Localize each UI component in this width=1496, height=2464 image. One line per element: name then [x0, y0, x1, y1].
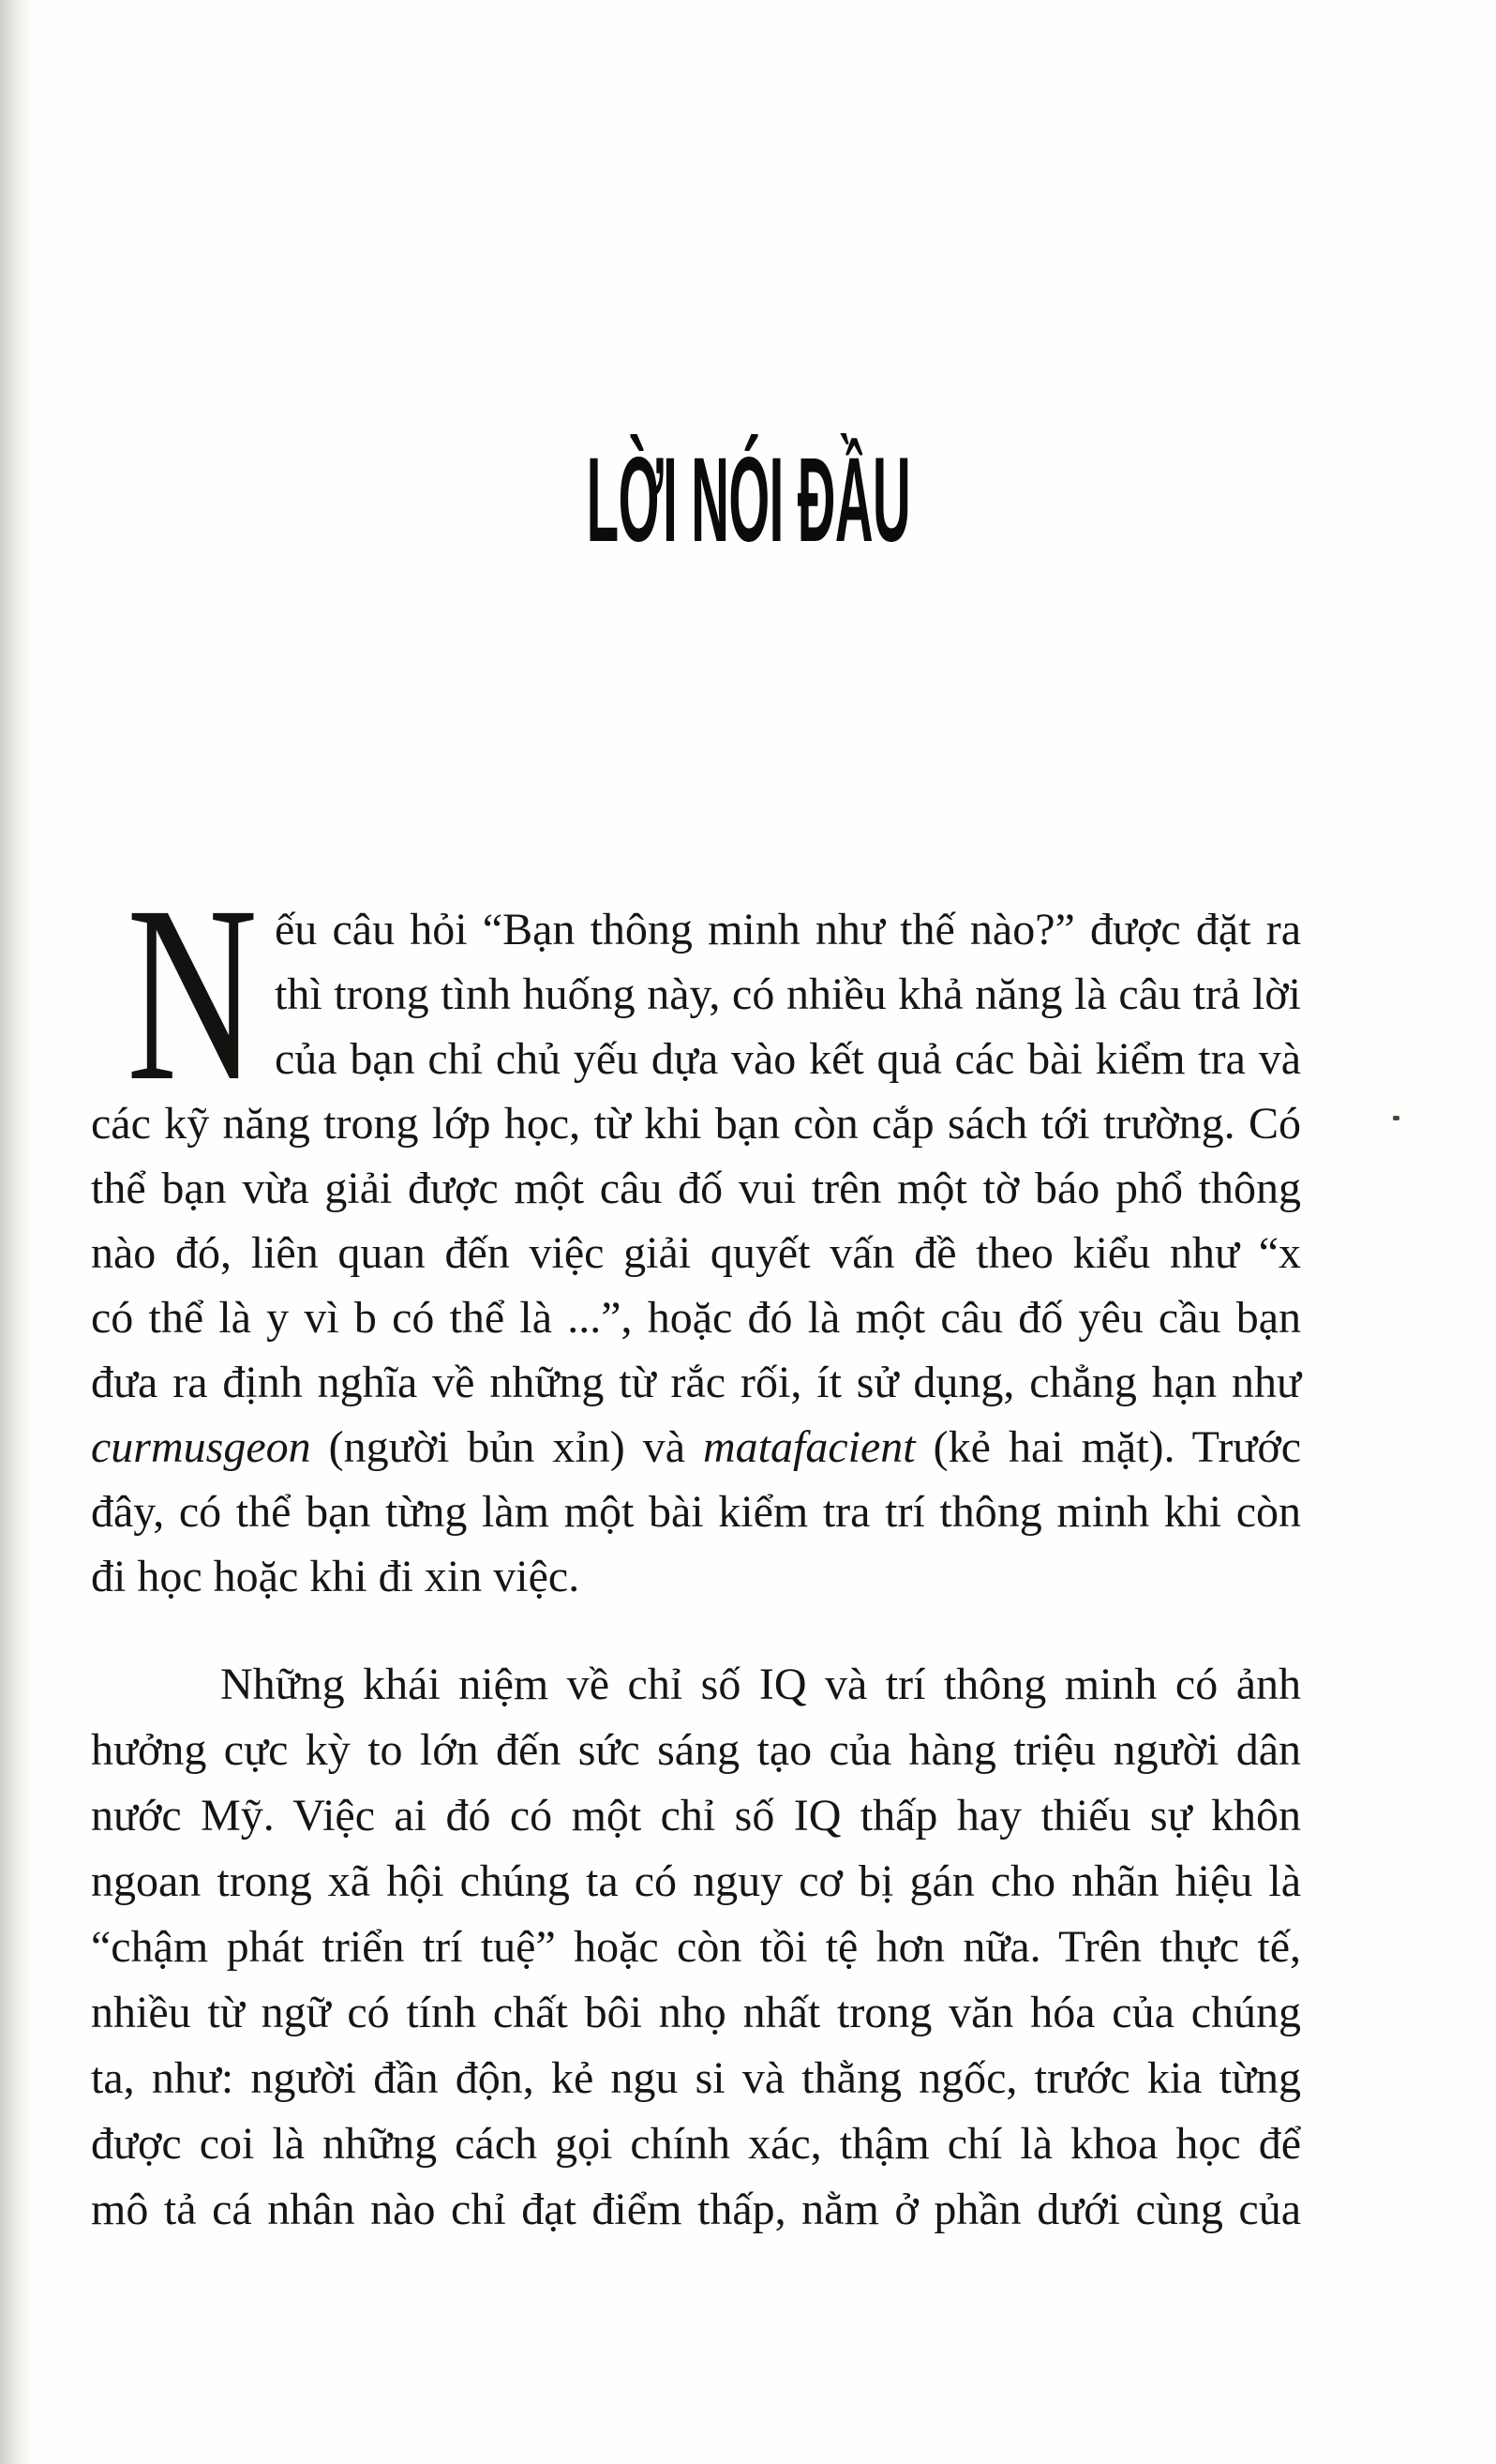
text-line: ta, như: người đần độn, kẻ ngu si và thằng ngốc, trước kia từng: [91, 2053, 1301, 2103]
paragraph-2: [91, 1652, 1301, 2243]
text-line: nhiều từ ngữ có tính chất bôi nhọ nhất trong văn hóa của chúng: [91, 1988, 1301, 2037]
italic-term: matafacient: [703, 1422, 916, 1472]
paragraph-1: [91, 897, 1301, 1609]
text-line: có thể là y vì b có thể là ...”, hoặc đó là một câu đố yêu cầu bạn: [91, 1293, 1301, 1343]
text-line: hưởng cực kỳ to lớn đến sức sáng tạo của hàng triệu người dân: [91, 1725, 1301, 1775]
page-gutter-shadow: [0, 0, 32, 2464]
chapter-title-text: LỜI NÓI ĐẦU: [586, 433, 910, 567]
italic-term: curmusgeon: [91, 1422, 311, 1472]
text-line: thì trong tình huống này, có nhiều khả năng là câu trả lời: [275, 969, 1301, 1019]
text-line: đưa ra định nghĩa về những từ rắc rối, ít sử dụng, chẳng hạn như: [91, 1358, 1301, 1407]
text-line: Những khái niệm về chỉ số IQ và trí thông minh có ảnh: [220, 1660, 1301, 1709]
text-line: ếu câu hỏi “Bạn thông minh như thế nào?” được đặt ra: [275, 905, 1301, 954]
text-line-with-italics: [91, 1415, 1301, 1480]
text-line: nào đó, liên quan đến việc giải quyết vấn đề theo kiểu như “x: [91, 1228, 1301, 1278]
text-line: “chậm phát triển trí tuệ” hoặc còn tồi tệ hơn nữa. Trên thực tế,: [91, 1922, 1301, 1972]
text-line: được coi là những cách gọi chính xác, thậm chí là khoa học để: [91, 2119, 1301, 2169]
text-line: ngoan trong xã hội chúng ta có nguy cơ bị gán cho nhãn hiệu là: [91, 1856, 1301, 1906]
chapter-title: [0, 433, 1496, 567]
text-line: thể bạn vừa giải được một câu đố vui trên một tờ báo phổ thông: [91, 1164, 1301, 1213]
drop-cap-glyph: N: [127, 853, 258, 1134]
text-line: mô tả cá nhân nào chỉ đạt điểm thấp, nằm ở phần dưới cùng của: [91, 2185, 1301, 2234]
text-line: của bạn chỉ chủ yếu dựa vào kết quả các bài kiểm tra và: [275, 1034, 1301, 1084]
text-line: nước Mỹ. Việc ai đó có một chỉ số IQ thấp hay thiếu sự khôn: [91, 1791, 1301, 1840]
text-segment: (người bủn xỉn) và: [310, 1422, 704, 1472]
text-segment: (kẻ hai mặt). Trước: [915, 1422, 1302, 1472]
scan-speck-artifact: [1393, 1116, 1399, 1120]
text-line: đi học hoặc khi đi xin việc.: [91, 1552, 580, 1601]
text-line: đây, có thể bạn từng làm một bài kiểm tra trí thông minh khi còn: [91, 1487, 1301, 1537]
text-line: các kỹ năng trong lớp học, từ khi bạn còn cắp sách tới trường. Có: [91, 1099, 1301, 1149]
